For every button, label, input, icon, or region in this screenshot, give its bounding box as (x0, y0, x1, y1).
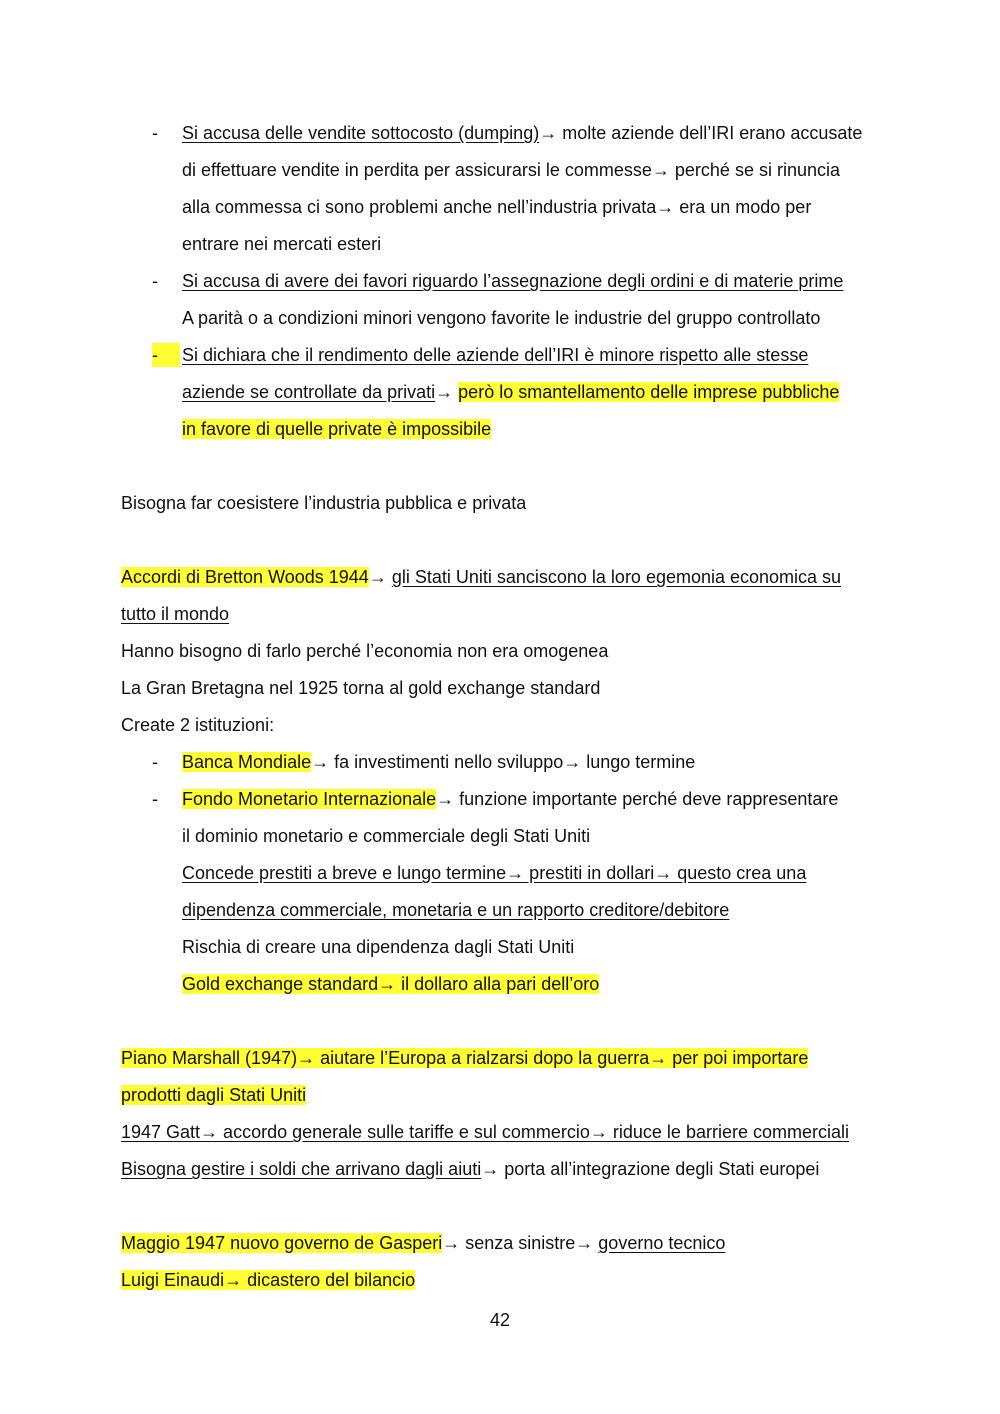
text-span: Bisogna far coesistere l’industria pubblica e privata (121, 493, 527, 513)
text-span: → senza sinistre→ (442, 1233, 599, 1253)
text-span: alla commessa ci sono problemi anche nell’industria privata→ era un modo per (182, 197, 812, 217)
highlighted-text: in favore di quelle private è impossibile (182, 419, 492, 439)
bullet-dash: - (152, 123, 158, 143)
underlined-text: tutto il mondo (121, 604, 230, 624)
text-line (182, 121, 862, 145)
underlined-text: Concede prestiti a breve e lungo termine→ prestiti in dollari→ questo crea una (182, 863, 807, 883)
text-span: Rischia di creare una dipendenza dagli Stati Uniti (182, 937, 575, 957)
text-span: Create 2 istituzioni: (121, 715, 275, 735)
highlighted-text: Fondo Monetario Internazionale (182, 789, 437, 809)
text-line (121, 1120, 849, 1144)
bullet-dash: - (152, 343, 180, 367)
text-line (121, 1231, 725, 1255)
underlined-text: dipendenza commerciale, monetaria e un rapporto creditore/debitore (182, 900, 730, 920)
highlighted-text: Piano Marshall (1947)→ aiutare l’Europa a rialzarsi dopo la guerra→ per poi importare (121, 1048, 809, 1068)
text-span: → fa investimenti nello sviluppo→ lungo termine (311, 752, 696, 772)
text-line (182, 824, 590, 848)
text-line (182, 343, 808, 367)
text-line (121, 1083, 306, 1107)
text-line (121, 1157, 819, 1181)
text-span: di effettuare vendite in perdita per assicurarsi le commesse→ perché se si rinuncia (182, 160, 840, 180)
underlined-text: governo tecnico (598, 1233, 726, 1253)
text-line (121, 602, 229, 626)
text-line (182, 269, 843, 293)
text-line (121, 1046, 808, 1070)
text-line (121, 1268, 415, 1292)
underlined-text: Si accusa delle vendite sottocosto (dumping) (182, 123, 540, 143)
text-line (182, 158, 840, 182)
text-line (182, 195, 811, 219)
highlighted-text: prodotti dagli Stati Uniti (121, 1085, 307, 1105)
text-span: La Gran Bretagna nel 1925 torna al gold exchange standard (121, 678, 601, 698)
bullet-dash: - (152, 271, 158, 291)
text-line (182, 306, 820, 330)
text-span: Hanno bisogno di farlo perché l’economia non era omogenea (121, 641, 609, 661)
underlined-text: Si dichiara che il rendimento delle aziende dell’IRI è minore rispetto alle stesse (182, 345, 809, 365)
underlined-text: aziende se controllate da privati (182, 382, 436, 402)
highlighted-text: Banca Mondiale (182, 752, 312, 772)
underlined-text: 1947 Gatt→ accordo generale sulle tariffe e sul commercio→ riduce le barriere commerciali (121, 1122, 849, 1142)
page-number: 42 (489, 1310, 511, 1330)
underlined-text: Si accusa di avere dei favori riguardo l’assegnazione degli ordini e di materie prime (182, 271, 844, 291)
underlined-text: Bisogna gestire i soldi che arrivano dagli aiuti (121, 1159, 482, 1179)
bullet-dash: - (152, 789, 158, 809)
text-line (121, 639, 608, 663)
text-line (121, 676, 600, 700)
text-line (182, 750, 695, 774)
text-span: il dominio monetario e commerciale degli Stati Uniti (182, 826, 591, 846)
text-line (121, 491, 526, 515)
text-span: → funzione importante perché deve rappresentare (436, 789, 839, 809)
text-line (121, 565, 841, 589)
text-line (182, 417, 491, 441)
text-line (182, 935, 574, 959)
text-span: A parità o a condizioni minori vengono favorite le industrie del gruppo controllato (182, 308, 821, 328)
highlighted-text: Maggio 1947 nuovo governo de Gasperi (121, 1233, 443, 1253)
text-line (182, 972, 599, 996)
highlighted-text: Accordi di Bretton Woods 1944 (121, 567, 369, 587)
highlighted-text: Luigi Einaudi→ dicastero del bilancio (121, 1270, 416, 1290)
text-span: entrare nei mercati esteri (182, 234, 382, 254)
highlighted-text: Gold exchange standard→ il dollaro alla pari dell’oro (182, 974, 600, 994)
text-line (121, 713, 274, 737)
text-span: → porta all’integrazione degli Stati europei (481, 1159, 820, 1179)
text-line (182, 232, 381, 256)
underlined-text: gli Stati Uniti sanciscono la loro egemonia economica su (391, 567, 842, 587)
text-span: → molte aziende dell’IRI erano accusate (539, 123, 863, 143)
text-span: → (368, 567, 392, 587)
text-line (182, 380, 839, 404)
text-span: → (435, 382, 459, 402)
highlighted-text: però lo smantellamento delle imprese pubbliche (458, 382, 840, 402)
text-line (182, 898, 729, 922)
text-line (182, 787, 838, 811)
text-line (182, 861, 806, 885)
bullet-dash: - (152, 752, 158, 772)
